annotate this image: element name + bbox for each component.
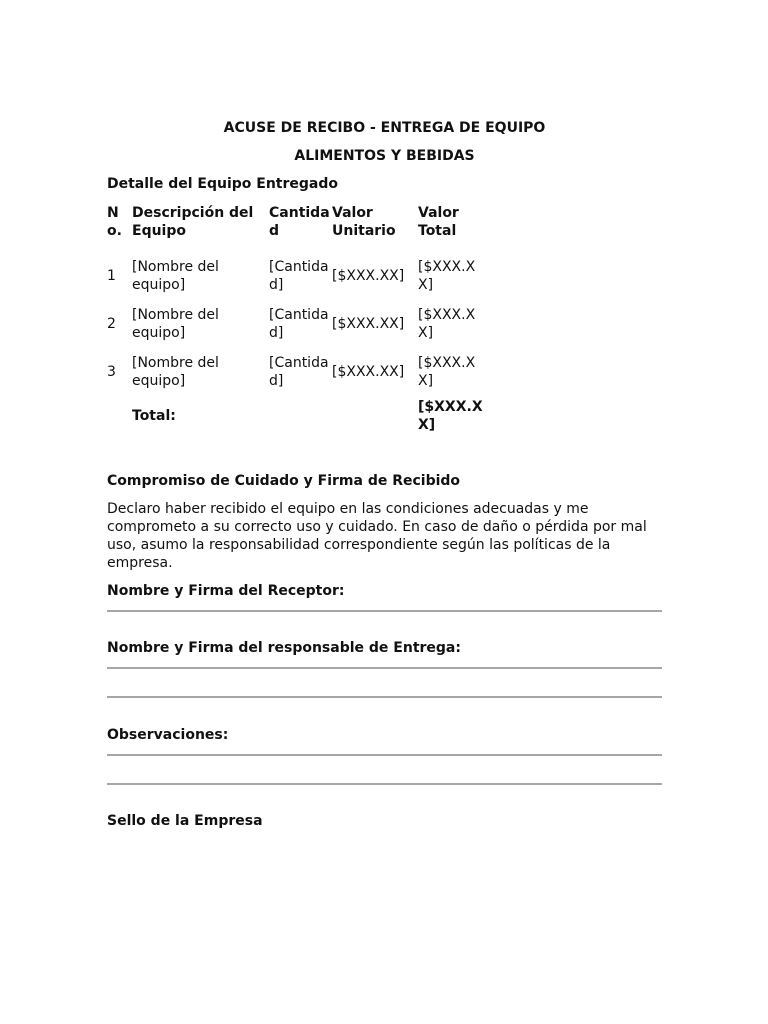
header-descripcion: Descripción del Equipo [132, 205, 254, 239]
row-cantidad: [Cantidad] [269, 355, 329, 389]
sello-label: Sello de la Empresa [107, 813, 263, 829]
row-cantidad: [Cantidad] [269, 307, 329, 341]
document-title: ACUSE DE RECIBO - ENTREGA DE EQUIPO [223, 120, 546, 136]
row-cantidad: [Cantidad] [269, 259, 329, 293]
row-valor-unitario: [$XXX.XX] [332, 364, 405, 380]
table-row [107, 348, 490, 396]
detail-heading: Detalle del Equipo Entregado [107, 176, 339, 192]
row-valor-unitario: [$XXX.XX] [332, 316, 405, 332]
row-descripcion: [Nombre del equipo] [132, 307, 219, 341]
table-header-row [107, 204, 490, 252]
row-valor-total: [$XXX.XX] [418, 307, 476, 341]
equipment-table [107, 204, 490, 436]
compromiso-text: Declaro haber recibido el equipo en las condiciones adecuadas y me comprometo a su correcto uso y cuidado. En caso de daño o pérdida por mal uso, asumo la responsabilidad correspondiente según las políticas de la empresa. [107, 501, 647, 571]
observaciones-line [107, 783, 662, 785]
total-empty-cell [269, 396, 332, 436]
compromiso-heading: Compromiso de Cuidado y Firma de Recibido [107, 473, 461, 489]
total-label: Total: [132, 408, 176, 424]
receptor-signature-label: Nombre y Firma del Receptor: [107, 583, 345, 599]
row-valor-unitario: [$XXX.XX] [332, 268, 405, 284]
header-valor-unitario: Valor Unitario [332, 205, 396, 239]
table-row [107, 252, 490, 300]
table-total-row [107, 396, 490, 436]
row-no: 1 [107, 268, 116, 284]
row-no: 2 [107, 316, 116, 332]
table-row [107, 300, 490, 348]
row-no: 3 [107, 364, 116, 380]
total-empty-cell [107, 396, 132, 436]
header-cantidad: Cantidad [269, 205, 330, 239]
entrega-signature-line [107, 696, 662, 698]
header-valor-total: Valor Total [418, 205, 459, 239]
row-descripcion: [Nombre del equipo] [132, 259, 219, 293]
row-descripcion: [Nombre del equipo] [132, 355, 219, 389]
observaciones-line [107, 754, 662, 756]
observaciones-label: Observaciones: [107, 727, 229, 743]
entrega-signature-label: Nombre y Firma del responsable de Entrega: [107, 640, 461, 656]
header-no: No. [107, 205, 122, 239]
entrega-signature-line [107, 667, 662, 669]
total-value: [$XXX.XX] [418, 399, 483, 433]
total-empty-cell [332, 396, 418, 436]
receptor-signature-line [107, 610, 662, 612]
row-valor-total: [$XXX.XX] [418, 259, 476, 293]
row-valor-total: [$XXX.XX] [418, 355, 476, 389]
document-subtitle: ALIMENTOS Y BEBIDAS [294, 148, 475, 164]
